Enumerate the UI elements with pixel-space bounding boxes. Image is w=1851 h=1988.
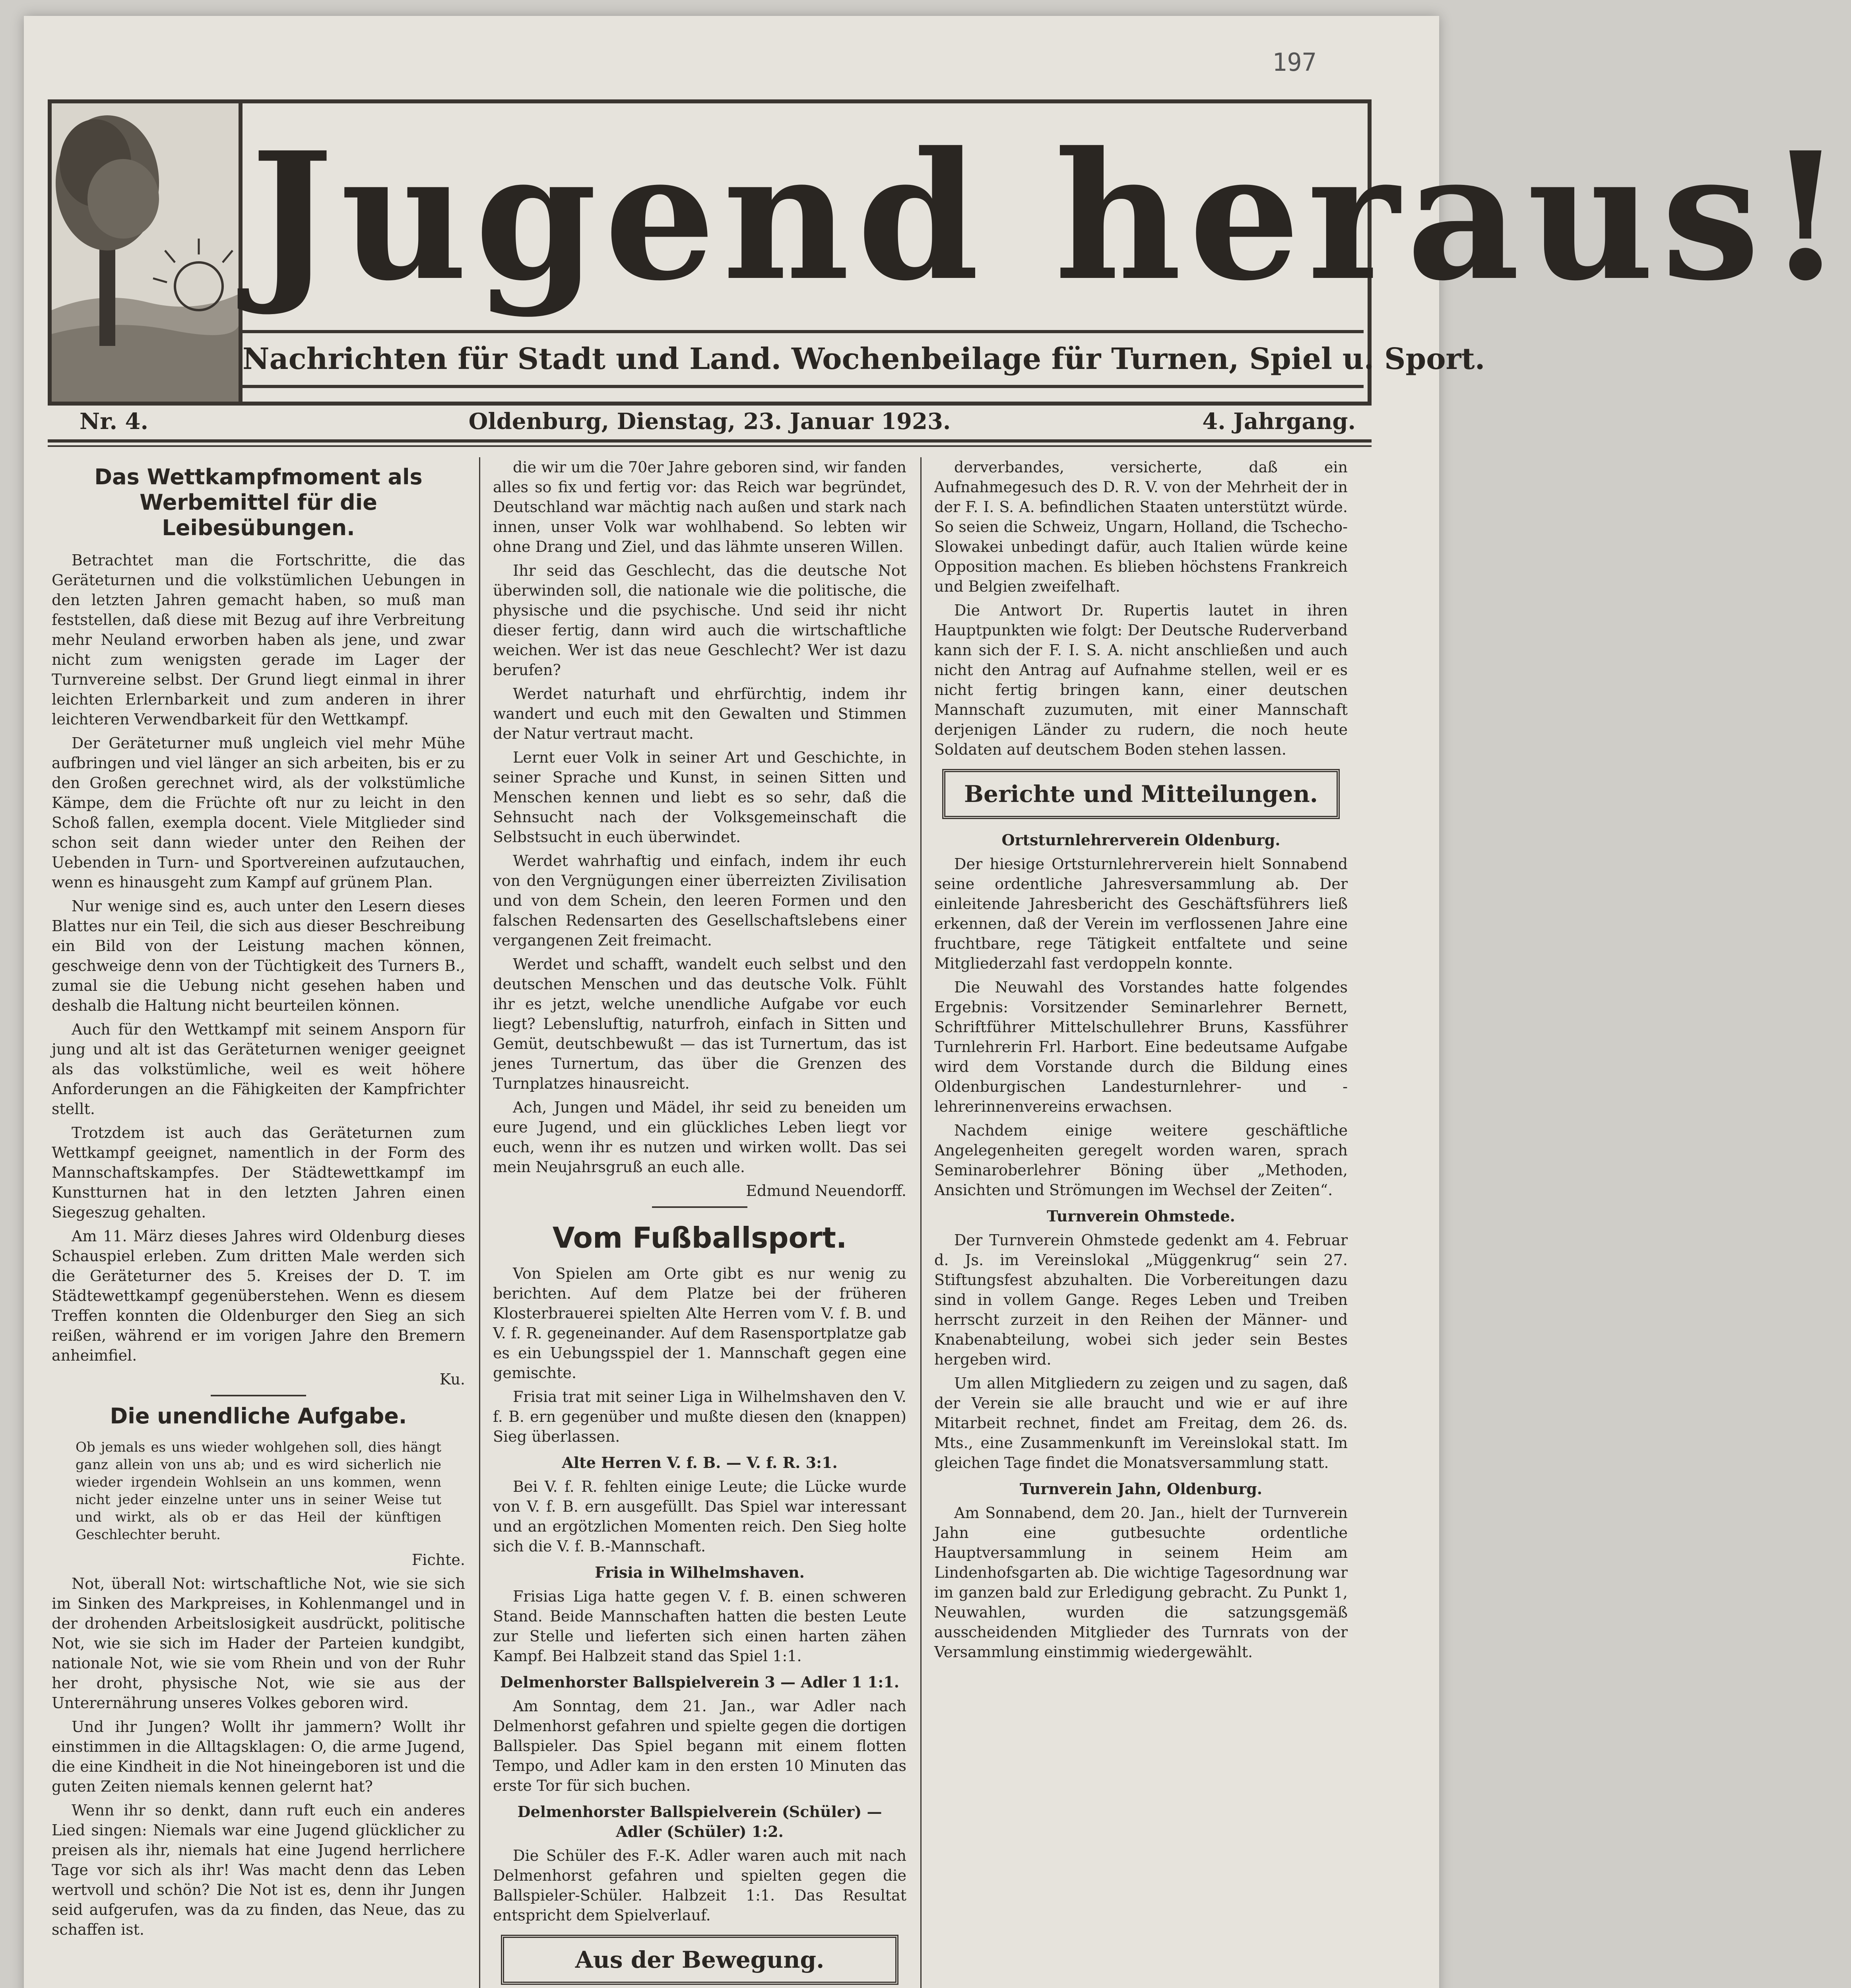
article-paragraph: Und ihr Jungen? Wollt ihr jammern? Wollt ihr einstimmen in die Alltagsklagen: O, die arme Jugend, die eine Kindheit in die Not hineingeboren ist und die guten Zeiten niemals kennen gelernt hat? bbox=[52, 1718, 465, 1795]
boxed-section-heading: Aus der Bewegung. bbox=[501, 1935, 898, 1985]
article-paragraph: die wir um die 70er Jahre geboren sind, wir fanden alles so fix und fertig vor: das Reich war begründet, Deutschland war mächtig nach außen und stark nach innen, unser Volk war wohlhabend. So lebten wir ohne Drang und Ziel, und das lähmte unseren Willen. bbox=[493, 458, 906, 555]
article-paragraph: Trotzdem ist auch das Geräteturnen zum Wettkampf geeignet, namentlich in der Form des Mannschaftskampfes. Der Städtewettkampf im Kunstturnen hat in den letzten Jahren einen Siegeszug gehalten. bbox=[52, 1124, 465, 1221]
article-paragraph: Die Antwort Dr. Rupertis lautet in ihren Hauptpunkten wie folgt: Der Deutsche Ruderverband kann sich der F. I. S. A. nicht anschließen und auch nicht den Antrag auf Aufnahme stellen, weil er es nicht fertig bringen kann, einer deutschen Mannschaft zuzumuten, mit einer Mannschaft derjenigen Länder zu rudern, die noch heute Soldaten auf deutschem Boden stehen lassen. bbox=[934, 602, 1348, 758]
article-paragraph: Am Sonntag, dem 21. Jan., war Adler nach Delmenhorst gefahren und spielte gegen die dortigen Ballspieler. Das Spiel begann mit einem flotten Tempo, und Adler kam in den ersten 10 Minuten das erste Tor für sich buchen. bbox=[493, 1697, 906, 1794]
article-paragraph: Frisias Liga hatte gegen V. f. B. einen schweren Stand. Beide Mannschaften hatten die besten Leute zur Stelle und lieferten sich einen harten zähen Kampf. Bei Halbzeit stand das Spiel 1:1. bbox=[493, 1588, 906, 1665]
masthead-title: Jugend heraus! bbox=[250, 114, 1851, 319]
article-paragraph: Betrachtet man die Fortschritte, die das Geräteturnen und die volkstümlichen Uebungen in den letzten Jahren gemacht haben, so muß man feststellen, daß diese mit Bezug auf ihre Verbreitung mehr Neuland erworben haben als jene, und zwar nicht zum wenigsten gerade im Lager der Turnvereine selbst. Der Grund liegt einmal in ihrer leichten Erlernbarkeit und zum anderen in ihrer leichteren Verwendbarkeit für den Wettkampf. bbox=[52, 551, 465, 728]
article-paragraph: Bei V. f. R. fehlten einige Leute; die Lücke wurde von V. f. B. ern ausgefüllt. Das Spiel war interessant und an ergötzlichen Momenten reich. Den Sieg holte sich die V. f. B.-Mannschaft. bbox=[493, 1478, 906, 1555]
divider bbox=[211, 1395, 306, 1396]
article-subheading: Turnverein Jahn, Oldenburg. bbox=[1019, 1480, 1263, 1498]
article-headline: Das Wettkampfmoment als Werbemittel für die Leibesübungen. bbox=[94, 464, 423, 540]
newspaper-page bbox=[24, 16, 1851, 1988]
article-signature: Edmund Neuendorff. bbox=[746, 1182, 906, 1200]
masthead bbox=[48, 99, 1851, 406]
article-paragraph: Der Geräteturner muß ungleich viel mehr Mühe aufbringen und viel länger an sich arbeiten, bis er zu den Großen gerechnet wird, als der volkstümliche Kämpe, dem die Früchte oft nur zu leicht in den Schoß fallen, exempla docent. Viele Mitglieder sind schon seit dann wieder unter den Reihen der Uebenden in Turn- und Sportvereinen aufzutauchen, wenn es hinausgeht zum Kampf auf grünem Plan. bbox=[52, 734, 465, 891]
article-paragraph: Die Schüler des F.-K. Adler waren auch mit nach Delmenhorst gefahren und spielten gegen die Ballspieler-Schüler. Halbzeit 1:1. Das Resultat entspricht dem Spielverlauf. bbox=[493, 1847, 906, 1924]
article-paragraph: Werdet wahrhaftig und einfach, indem ihr euch von den Vergnügungen einer überreizten Zivilisation und von dem Schein, den leeren Formen und den falschen Redensarten des Gesellschaftslebens einer vergangenen Zeit freimacht. bbox=[493, 852, 906, 949]
article-paragraph: Nur wenige sind es, auch unter den Lesern dieses Blattes nur ein Teil, die sich aus dieser Beschreibung ein Bild von der Leistung machen können, geschweige denn von der Tüchtigkeit des Turners B., zumal sie die Uebung nicht gesehen haben und deshalb die Haltung nicht beurteilen können. bbox=[52, 897, 465, 1014]
article-paragraph: Frisia trat mit seiner Liga in Wilhelmshaven den V. f. B. ern gegenüber und mußte diesen den (knappen) Sieg überlassen. bbox=[493, 1388, 906, 1445]
page-number: 197 bbox=[1272, 48, 1317, 77]
article-paragraph: Von Spielen am Orte gibt es nur wenig zu berichten. Auf dem Platze bei der früheren Klosterbrauerei spielten Alte Herren vom V. f. B. und V. f. R. gegeneinander. Auf dem Rasensportplatze gab es ein Uebungsspiel der 1. Mannschaft gegen eine gemischte. bbox=[493, 1265, 906, 1382]
article-paragraph: Am 11. März dieses Jahres wird Oldenburg dieses Schauspiel erleben. Zum dritten Male werden sich die Geräteturner des 5. Kreises der D. T. im Städtewettkampf gegenüberstehen. Wenn es diesem Treffen konnten die Oldenburger den Sieg an sich reißen, während er im vorigen Jahre den Bremern anheimfiel. bbox=[52, 1227, 465, 1364]
article-headline: Die unendliche Aufgabe. bbox=[110, 1404, 407, 1429]
match-heading: Alte Herren V. f. B. — V. f. R. 3:1. bbox=[562, 1454, 838, 1472]
article-paragraph: Am Sonnabend, dem 20. Jan., hielt der Turnverein Jahn eine gutbesuchte ordentliche Hauptversammlung in seinem Heim am Lindenhofsgarten ab. Die wichtige Tagesordnung war im ganzen bald zur Erledigung gebracht. Zu Punkt 1, Neuwahlen, wurden die satzungsgemäß ausscheidenden Mitglieder des Turnrats von der Versammlung einstimmig wiedergewählt. bbox=[934, 1504, 1348, 1661]
column-rule bbox=[920, 457, 922, 1988]
article-paragraph: Nachdem einige weitere geschäftliche Angelegenheiten geregelt worden waren, sprach Seminaroberlehrer Böning über „Methoden, Ansichten und Strömungen im Wechsel der Zeiten“. bbox=[934, 1122, 1348, 1199]
article-paragraph: Werdet und schafft, wandelt euch selbst und den deutschen Menschen und das deutsche Volk. Fühlt ihr es jetzt, welche unendliche Aufgabe vor euch liegt? Lebensluftig, naturfroh, einfach in Sitten und Gemüt, deutschbewußt — das ist Turnertum, das ist jenes Turnertum, das über die Grenzen des Turnplatzes hinausreicht. bbox=[493, 955, 906, 1092]
section-headline: Vom Fußballsport. bbox=[552, 1221, 847, 1254]
column-3 bbox=[934, 457, 1348, 1666]
article-paragraph: Wenn ihr so denkt, dann ruft euch ein anderes Lied singen: Niemals war eine Jugend glücklicher zu preisen als ihr, niemals hat eine Jugend herrlichere Tage vor sich als ihr! Was macht denn das Leben wertvoll und schön? Die Not ist es, denn ihr Jungen seid aufgerufen, was da zu finden, das Neue, das zu schaffen ist. bbox=[52, 1802, 465, 1938]
article-subheading: Ortsturnlehrerverein Oldenburg. bbox=[1001, 831, 1281, 849]
article-paragraph: derverbandes, versicherte, daß ein Aufnahmegesuch des D. R. V. von der Mehrheit der in der F. I. S. A. befindlichen Staaten unterstützt würde. So seien die Schweiz, Ungarn, Holland, die Tschecho-Slowakei unbedingt dafür, auch Italien würde keine Opposition machen. Es blieben höchstens Frankreich und Belgien zweifelhaft. bbox=[934, 458, 1348, 595]
dateline-rule bbox=[48, 445, 1372, 447]
issue-number: Nr. 4. bbox=[80, 408, 149, 435]
article-paragraph: Die Neuwahl des Vorstandes hatte folgendes Ergebnis: Vorsitzender Seminarlehrer Bernett, Schriftführer Mittelschullehrer Bruns, Kassführer Turnlehrerin Frl. Harbort. Eine bedeutsame Aufgabe wird dem Vorstande durch die Bildung eines Oldenburgischen Landesturnlehrer- und -lehrerinnenvereins erwachsen. bbox=[934, 978, 1348, 1115]
match-heading: Delmenhorster Ballspielverein 3 — Adler 1 1:1. bbox=[500, 1673, 899, 1691]
boxed-section-heading: Berichte und Mitteilungen. bbox=[942, 769, 1340, 819]
article-subheading: Turnverein Ohmstede. bbox=[1047, 1207, 1235, 1225]
volume-year: 4. Jahrgang. bbox=[1202, 408, 1356, 435]
article-paragraph: Ihr seid das Geschlecht, das die deutsche Not überwinden soll, die nationale wie die politische, die physische und die psychische. Und seid ihr nicht dieser fertig, dann wird auch die wirtschaftliche weichen. Wer ist das neue Geschlecht? Wer ist dazu berufen? bbox=[493, 562, 906, 679]
article-paragraph: Um allen Mitgliedern zu zeigen und zu sagen, daß der Verein sie alle braucht und wie er auf ihre Mitarbeit rechnet, findet am Freitag, dem 26. ds. Mts., eine Zusammenkunft im Vereinslokal statt. Im gleichen Tage findet die Monatsversammlung statt. bbox=[934, 1375, 1348, 1472]
dateline bbox=[48, 404, 1372, 443]
article-paragraph: Werdet naturhaft und ehrfürchtig, indem ihr wandert und euch mit den Gewalten und Stimmen der Natur vertraut macht. bbox=[493, 685, 906, 742]
match-heading: Frisia in Wilhelmshaven. bbox=[595, 1563, 805, 1581]
article-paragraph: Der hiesige Ortsturnlehrerverein hielt Sonnabend seine ordentliche Jahresversammlung ab. Der einleitende Jahresbericht des Geschäftsführers ließ erkennen, daß der Verein im verflossenen Jahre eine fruchtbare, rege Tätigkeit entfaltete und seine Mitgliederzahl fast verdoppeln konnte. bbox=[934, 855, 1348, 972]
motto-signature: Fichte. bbox=[411, 1551, 465, 1569]
masthead-subtitle: Nachrichten für Stadt und Land. Wochenbeilage für Turnen, Spiel u. Sport. bbox=[243, 330, 1364, 388]
column-rule bbox=[479, 457, 480, 1988]
column-2 bbox=[493, 457, 906, 1988]
article-paragraph: Ach, Jungen und Mädel, ihr seid zu beneiden um eure Jugend, und ein glückliches Leben liegt vor euch, wenn ihr es nutzen und wirken wollt. Das sei mein Neujahrsgruß an euch alle. bbox=[493, 1099, 906, 1176]
divider bbox=[652, 1206, 747, 1208]
match-heading: Delmenhorster Ballspielverein (Schüler) — Adler (Schüler) 1:2. bbox=[517, 1803, 882, 1840]
column-1 bbox=[52, 457, 465, 1943]
article-motto: Ob jemals es uns wieder wohlgehen soll, dies hängt ganz allein von uns ab; und es wird sicherlich nie wieder irgendein Wohlsein an uns kommen, wenn nicht jeder einzelne unter uns in seiner Weise tut und wirkt, als ob er das Heil der künftigen Geschlechter beruht. bbox=[76, 1439, 441, 1543]
article-paragraph: Not, überall Not: wirtschaftliche Not, wie sie sich im Sinken des Markpreises, in Kohlenmangel und in der drohenden Arbeitslosigkeit ausdrückt, politische Not, wie sie sich im Hader der Parteien kundgibt, nationale Not, wie sie vom Rhein und von der Ruhr her droht, physische Not, wie sie aus der Unterernährung unseres Volkes geboren wird. bbox=[52, 1575, 465, 1712]
article-paragraph: Lernt euer Volk in seiner Art und Geschichte, in seiner Sprache und Kunst, in seinen Sitten und Menschen kennen und liebt es so sehr, daß die Sehnsucht nach der Volksgemeinschaft die Selbstsucht in euch überwindet. bbox=[493, 749, 906, 846]
article-signature: Ku. bbox=[439, 1371, 465, 1388]
issue-date: Oldenburg, Dienstag, 23. Januar 1923. bbox=[468, 408, 951, 435]
masthead-vignette-icon bbox=[52, 103, 243, 402]
article-paragraph: Der Turnverein Ohmstede gedenkt am 4. Februar d. Js. im Vereinslokal „Müggenkrug“ sein 27. Stiftungsfest abzuhalten. Die Vorbereitungen dazu sind in vollem Gange. Reges Leben und Treiben herrscht zurzeit in den Reihen der Männer- und Knabenabteilung, wobei sich jeder sein Bestes hergeben wird. bbox=[934, 1231, 1348, 1368]
article-paragraph: Auch für den Wettkampf mit seinem Ansporn für jung und alt ist das Geräteturnen weniger geeignet als das volkstümliche, weil es weit höhere Anforderungen an die Fähigkeiten der Kampfrichter stellt. bbox=[52, 1021, 465, 1118]
